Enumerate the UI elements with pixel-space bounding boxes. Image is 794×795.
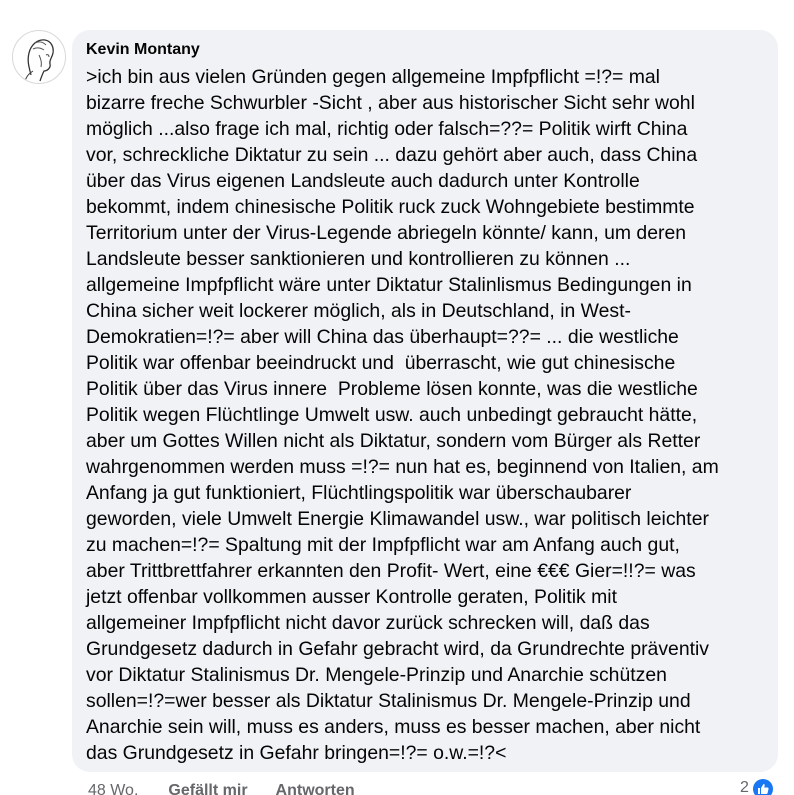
comment-line: >ich bin aus vielen Gründen gegen allgemeine Impfpflicht =!?= mal <box>86 66 660 88</box>
comment-line: sollen=!?=wer besser als Diktatur Stalinismus Dr. Mengele-Prinzip und <box>86 690 691 712</box>
comment-bubble <box>72 30 778 772</box>
comment-line: Demokratien=!?= aber will China das überhaupt=??= ... die westliche <box>86 326 679 348</box>
comment-line: Politik wegen Flüchtlinge Umwelt usw. auch unbedingt gebraucht hätte, <box>86 404 698 426</box>
comment-line: Territorium unter der Virus-Legende abriegeln könnte/ kann, um deren <box>86 222 687 244</box>
comment-line: Anarchie sein will, muss es anders, muss es besser machen, aber nicht <box>86 716 701 738</box>
comment-line: vor Diktatur Stalinismus Dr. Mengele-Prinzip und Anarchie schützen <box>86 664 667 686</box>
comment-line: geworden, viele Umwelt Energie Klimawandel usw., war politisch leichter <box>86 508 709 530</box>
comment-line: Grundgesetz dadurch in Gefahr gebracht wird, da Grundrechte präventiv <box>86 638 709 660</box>
comment-footer <box>88 781 383 795</box>
like-button[interactable]: Gefällt mir <box>168 782 248 795</box>
reaction-summary[interactable] <box>740 779 773 795</box>
reaction-count: 2 <box>740 779 749 795</box>
comment-text <box>86 64 776 766</box>
avatar[interactable] <box>12 30 66 84</box>
thumbs-up-icon <box>753 779 773 795</box>
comment-line: wahrgenommen werden muss =!?= nun hat es, beginnend von Italien, am <box>86 456 719 478</box>
comment-line: aber um Gottes Willen nicht als Diktatur, sondern vom Bürger als Retter <box>86 430 701 452</box>
comment-line: aber Trittbrettfahrer erkannten den Profit- Wert, eine €€€ Gier=!!?= was <box>86 560 696 582</box>
comment-line: bizarre freche Schwurbler -Sicht , aber aus historischer Sicht sehr wohl <box>86 92 695 114</box>
comment-line: bekommt, indem chinesische Politik ruck zuck Wohngebiete bestimmte <box>86 196 695 218</box>
comment-line: Politik war offenbar beeindruckt und überrascht, wie gut chinesische <box>86 352 676 374</box>
comment-line: China sicher weit lockerer möglich, als in Deutschland, in West- <box>86 300 631 322</box>
comment-line: Politik über das Virus innere Probleme lösen konnte, was die westliche <box>86 378 698 400</box>
comment-line: allgemeiner Impfpflicht nicht davor zurück schrecken will, daß das <box>86 612 650 634</box>
comment-line: möglich ...also frage ich mal, richtig oder falsch=??= Politik wirft China <box>86 118 688 140</box>
comment-line: Landsleute besser sanktionieren und kontrollieren zu können ... <box>86 248 631 270</box>
comment-line: Anfang ja gut funktioniert, Flüchtlingspolitik war überschaubarer <box>86 482 632 504</box>
comment-line: vor, schreckliche Diktatur zu sein ... dazu gehört aber auch, dass China <box>86 144 698 166</box>
avatar-sketch-icon <box>13 31 65 83</box>
comment-line: allgemeine Impfpflicht wäre unter Diktatur Stalinlismus Bedingungen in <box>86 274 692 296</box>
comment-line: das Grundgesetz in Gefahr bringen=!?= o.w.=!?< <box>86 742 507 764</box>
reply-button[interactable]: Antworten <box>275 782 355 795</box>
comment-line: zu machen=!?= Spaltung mit der Impfpflicht war am Anfang auch gut, <box>86 534 680 556</box>
comment-author[interactable]: Kevin Montany <box>86 41 200 58</box>
comment-timestamp[interactable]: 48 Wo. <box>88 782 139 795</box>
comment-line: jetzt offenbar vollkommen ausser Kontrolle geraten, Politik mit <box>86 586 617 608</box>
comment-line: über das Virus eigenen Landsleute auch dadurch unter Kontrolle <box>86 170 640 192</box>
